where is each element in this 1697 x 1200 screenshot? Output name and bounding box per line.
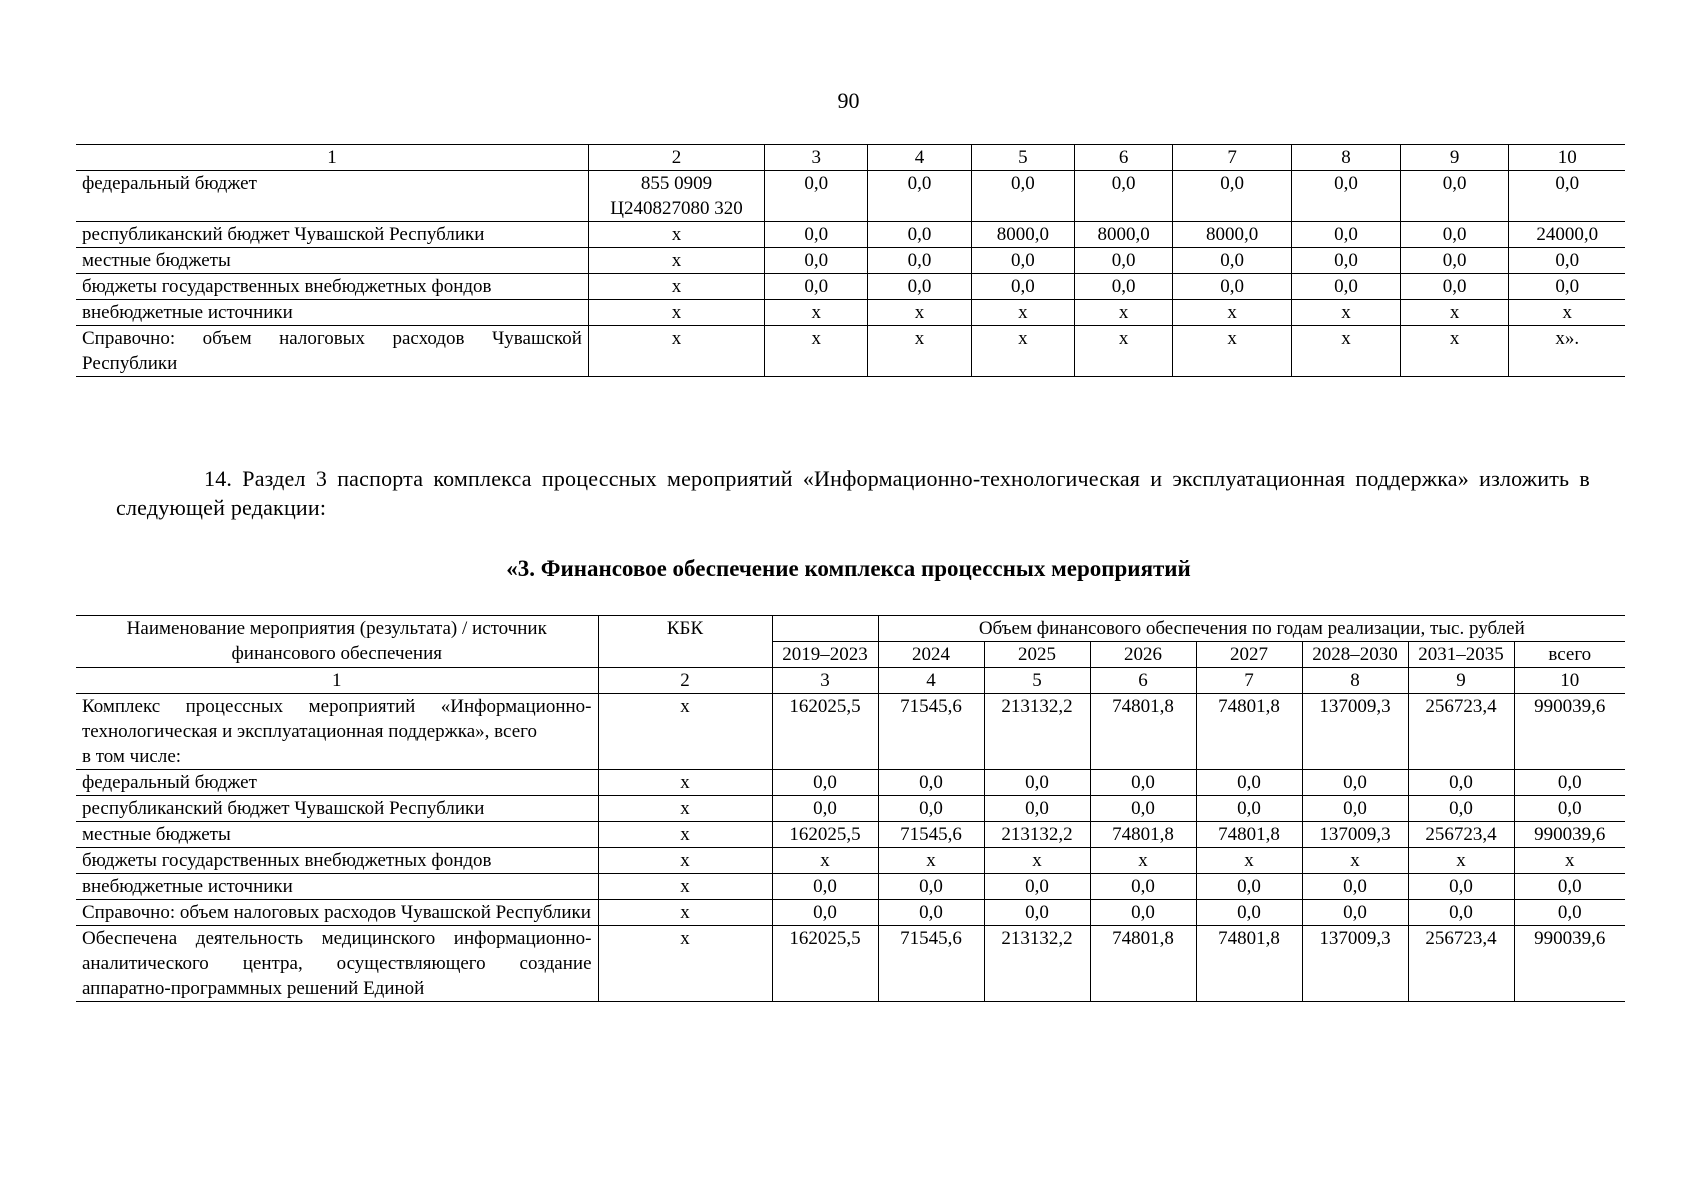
value-cell: 0,0 (1292, 248, 1401, 274)
header-group: Объем финансового обеспечения по годам реализации, тыс. рублей (878, 616, 1625, 642)
kbk-cell: x (598, 694, 772, 770)
kbk-cell (588, 171, 764, 222)
value-cell: x (765, 300, 868, 326)
value-cell: 0,0 (1196, 874, 1302, 900)
value-cell: x (1075, 300, 1173, 326)
value-cell: 990039,6 (1514, 694, 1625, 770)
value-cell: 213132,2 (984, 926, 1090, 1002)
value-cell: x (1075, 326, 1173, 377)
value-cell: 0,0 (1400, 171, 1509, 222)
header-cell: 7 (1173, 145, 1292, 171)
value-cell: x (1292, 326, 1401, 377)
value-cell: 0,0 (1514, 770, 1625, 796)
kbk-cell: x (598, 796, 772, 822)
financing-table-continuation (76, 144, 1625, 377)
value-cell: 74801,8 (1090, 822, 1196, 848)
value-cell: 162025,5 (772, 926, 878, 1002)
value-cell: 0,0 (1292, 171, 1401, 222)
value-cell: 162025,5 (772, 694, 878, 770)
value-cell: 990039,6 (1514, 822, 1625, 848)
table-row (76, 900, 1625, 926)
value-cell: 0,0 (1173, 274, 1292, 300)
value-cell: 0,0 (1302, 796, 1408, 822)
header-cell: 1 (76, 145, 588, 171)
value-cell: 0,0 (984, 900, 1090, 926)
value-cell: 0,0 (878, 770, 984, 796)
value-cell: x (1400, 326, 1509, 377)
value-cell: 0,0 (1173, 248, 1292, 274)
table-row (76, 171, 1625, 222)
value-cell: 990039,6 (1514, 926, 1625, 1002)
year-header: 2031–2035 (1408, 642, 1514, 668)
value-cell: 0,0 (868, 274, 971, 300)
kbk-cell: x (598, 900, 772, 926)
value-cell: 0,0 (878, 900, 984, 926)
header-cell: 9 (1400, 145, 1509, 171)
year-header: всего (1514, 642, 1625, 668)
value-cell: 256723,4 (1408, 822, 1514, 848)
value-cell: 8000,0 (1173, 222, 1292, 248)
value-cell: 0,0 (1400, 222, 1509, 248)
page-number: 90 (837, 88, 860, 113)
value-cell: x (1292, 300, 1401, 326)
header-cell: 10 (1509, 145, 1625, 171)
value-cell: 0,0 (1090, 874, 1196, 900)
table-row (76, 300, 1625, 326)
number-cell: 6 (1090, 668, 1196, 694)
number-cell: 8 (1302, 668, 1408, 694)
value-cell: 0,0 (868, 171, 971, 222)
header-kbk-column: КБК (598, 616, 772, 668)
table-row (76, 326, 1625, 377)
value-cell: 0,0 (1075, 248, 1173, 274)
table-row (76, 926, 1625, 1002)
value-cell: 0,0 (1400, 248, 1509, 274)
value-cell: 213132,2 (984, 822, 1090, 848)
value-cell: 0,0 (1090, 796, 1196, 822)
row-name: бюджеты государственных внебюджетных фондов (76, 274, 588, 300)
value-cell: x (1514, 848, 1625, 874)
value-cell: 0,0 (1514, 874, 1625, 900)
value-cell: x (1400, 300, 1509, 326)
year-header: 2028–2030 (1302, 642, 1408, 668)
value-cell: x (1302, 848, 1408, 874)
value-cell: 71545,6 (878, 926, 984, 1002)
table-row (76, 694, 1625, 770)
number-cell: 10 (1514, 668, 1625, 694)
kbk-cell: x (588, 274, 764, 300)
row-name: федеральный бюджет (76, 770, 598, 796)
column-numbers-row (76, 668, 1625, 694)
value-cell: 0,0 (1509, 171, 1625, 222)
value-cell: 0,0 (868, 222, 971, 248)
value-cell: 0,0 (772, 796, 878, 822)
kbk-code: Ц240827080 320 (610, 198, 743, 219)
value-cell: 0,0 (1292, 274, 1401, 300)
value-cell: 0,0 (1292, 222, 1401, 248)
number-cell: 1 (76, 668, 598, 694)
value-cell: 24000,0 (1509, 222, 1625, 248)
value-cell: 0,0 (1514, 796, 1625, 822)
value-cell: 0,0 (772, 900, 878, 926)
row-name-line: в том числе: (82, 746, 182, 767)
row-name: федеральный бюджет (76, 171, 588, 222)
row-name: республиканский бюджет Чувашской Республики (76, 222, 588, 248)
value-cell: x (878, 848, 984, 874)
value-cell: 0,0 (1302, 900, 1408, 926)
value-cell: 256723,4 (1408, 926, 1514, 1002)
header-cell: 4 (868, 145, 971, 171)
value-cell: 0,0 (1408, 770, 1514, 796)
value-cell: 137009,3 (1302, 926, 1408, 1002)
column-numbers-row (76, 145, 1625, 171)
value-cell: x». (1509, 326, 1625, 377)
value-cell: 0,0 (772, 770, 878, 796)
value-cell: 0,0 (1408, 874, 1514, 900)
kbk-code: 855 0909 (640, 173, 713, 194)
value-cell: 0,0 (984, 796, 1090, 822)
table-row (76, 796, 1625, 822)
value-cell: 0,0 (765, 274, 868, 300)
kbk-cell: x (588, 248, 764, 274)
value-cell: 74801,8 (1196, 822, 1302, 848)
section-heading: «3. Финансовое обеспечение комплекса процессных мероприятий (506, 556, 1191, 581)
value-cell: 71545,6 (878, 694, 984, 770)
value-cell: 74801,8 (1196, 694, 1302, 770)
value-cell: 74801,8 (1090, 926, 1196, 1002)
value-cell: 0,0 (765, 171, 868, 222)
value-cell: x (772, 848, 878, 874)
row-name: Обеспечена деятельность медицинского информационно-аналитического центра, осуществляющего создание аппаратно-программных решений Единой (76, 926, 598, 1002)
number-cell: 3 (772, 668, 878, 694)
year-header: 2027 (1196, 642, 1302, 668)
year-header: 2026 (1090, 642, 1196, 668)
value-cell: 0,0 (1075, 171, 1173, 222)
value-cell: 0,0 (1302, 770, 1408, 796)
value-cell: x (971, 326, 1074, 377)
value-cell: 0,0 (971, 171, 1074, 222)
kbk-cell: x (588, 326, 764, 377)
kbk-cell: x (598, 822, 772, 848)
value-cell: x (1090, 848, 1196, 874)
table-row (76, 222, 1625, 248)
value-cell: x (984, 848, 1090, 874)
number-cell: 7 (1196, 668, 1302, 694)
financing-table (76, 615, 1625, 1002)
amendment-paragraph: 14. Раздел 3 паспорта комплекса процессных мероприятий «Информационно-технологическая и эксплуатационная поддержка» изложить в следующей редакции: (116, 466, 1590, 520)
kbk-cell: x (598, 770, 772, 796)
table-row (76, 770, 1625, 796)
row-name: внебюджетные источники (76, 300, 588, 326)
value-cell: x (868, 300, 971, 326)
row-name: местные бюджеты (76, 248, 588, 274)
header-cell: 2 (588, 145, 764, 171)
value-cell: 0,0 (1075, 274, 1173, 300)
value-cell: 0,0 (1173, 171, 1292, 222)
row-name (76, 694, 598, 770)
row-name: Справочно: объем налоговых расходов Чувашской Республики (76, 900, 598, 926)
value-cell: 0,0 (1408, 796, 1514, 822)
header-cell: 8 (1292, 145, 1401, 171)
value-cell: 213132,2 (984, 694, 1090, 770)
row-name: бюджеты государственных внебюджетных фондов (76, 848, 598, 874)
year-header: 2024 (878, 642, 984, 668)
number-cell: 5 (984, 668, 1090, 694)
value-cell: x (1509, 300, 1625, 326)
value-cell: 0,0 (1509, 248, 1625, 274)
header-cell: 5 (971, 145, 1074, 171)
value-cell: x (765, 326, 868, 377)
value-cell: 0,0 (984, 770, 1090, 796)
number-cell: 2 (598, 668, 772, 694)
value-cell: 0,0 (1514, 900, 1625, 926)
value-cell: 0,0 (971, 248, 1074, 274)
value-cell: 8000,0 (971, 222, 1074, 248)
value-cell: 0,0 (772, 874, 878, 900)
row-name: республиканский бюджет Чувашской Республики (76, 796, 598, 822)
value-cell: x (1408, 848, 1514, 874)
header-row (76, 616, 1625, 642)
value-cell: 0,0 (765, 248, 868, 274)
table-row (76, 274, 1625, 300)
table-row (76, 848, 1625, 874)
value-cell: 0,0 (1090, 770, 1196, 796)
value-cell: 0,0 (1509, 274, 1625, 300)
year-header: 2019–2023 (772, 642, 878, 668)
header-cell: 6 (1075, 145, 1173, 171)
kbk-cell: x (588, 300, 764, 326)
row-name: внебюджетные источники (76, 874, 598, 900)
value-cell: x (1173, 326, 1292, 377)
value-cell: 0,0 (971, 274, 1074, 300)
value-cell: 137009,3 (1302, 694, 1408, 770)
value-cell: 0,0 (1196, 796, 1302, 822)
year-header: 2025 (984, 642, 1090, 668)
value-cell: 0,0 (1090, 900, 1196, 926)
value-cell: 74801,8 (1196, 926, 1302, 1002)
value-cell: 0,0 (1400, 274, 1509, 300)
value-cell: 137009,3 (1302, 822, 1408, 848)
row-name-line: Комплекс процессных мероприятий «Информационно-технологическая и эксплуатационная поддержка», всего (82, 696, 592, 742)
value-cell: 0,0 (878, 796, 984, 822)
number-cell: 9 (1408, 668, 1514, 694)
row-name: местные бюджеты (76, 822, 598, 848)
value-cell: 0,0 (1302, 874, 1408, 900)
kbk-cell: x (598, 926, 772, 1002)
value-cell: x (971, 300, 1074, 326)
header-name-column: Наименование мероприятия (результата) / источник финансового обеспечения (76, 616, 598, 668)
row-name: Справочно: объем налоговых расходов Чувашской Республики (76, 326, 588, 377)
value-cell: x (868, 326, 971, 377)
table-row (76, 822, 1625, 848)
kbk-cell: x (598, 874, 772, 900)
value-cell: 162025,5 (772, 822, 878, 848)
table-row (76, 874, 1625, 900)
header-empty-cell (772, 616, 878, 642)
value-cell: 0,0 (1196, 770, 1302, 796)
number-cell: 4 (878, 668, 984, 694)
kbk-cell: x (598, 848, 772, 874)
value-cell: 0,0 (1196, 900, 1302, 926)
value-cell: 74801,8 (1090, 694, 1196, 770)
value-cell: 256723,4 (1408, 694, 1514, 770)
header-cell: 3 (765, 145, 868, 171)
value-cell: 71545,6 (878, 822, 984, 848)
table-row (76, 248, 1625, 274)
value-cell: 0,0 (1408, 900, 1514, 926)
value-cell: 0,0 (984, 874, 1090, 900)
value-cell: 8000,0 (1075, 222, 1173, 248)
value-cell: x (1173, 300, 1292, 326)
value-cell: 0,0 (765, 222, 868, 248)
value-cell: x (1196, 848, 1302, 874)
value-cell: 0,0 (878, 874, 984, 900)
kbk-cell: x (588, 222, 764, 248)
value-cell: 0,0 (868, 248, 971, 274)
